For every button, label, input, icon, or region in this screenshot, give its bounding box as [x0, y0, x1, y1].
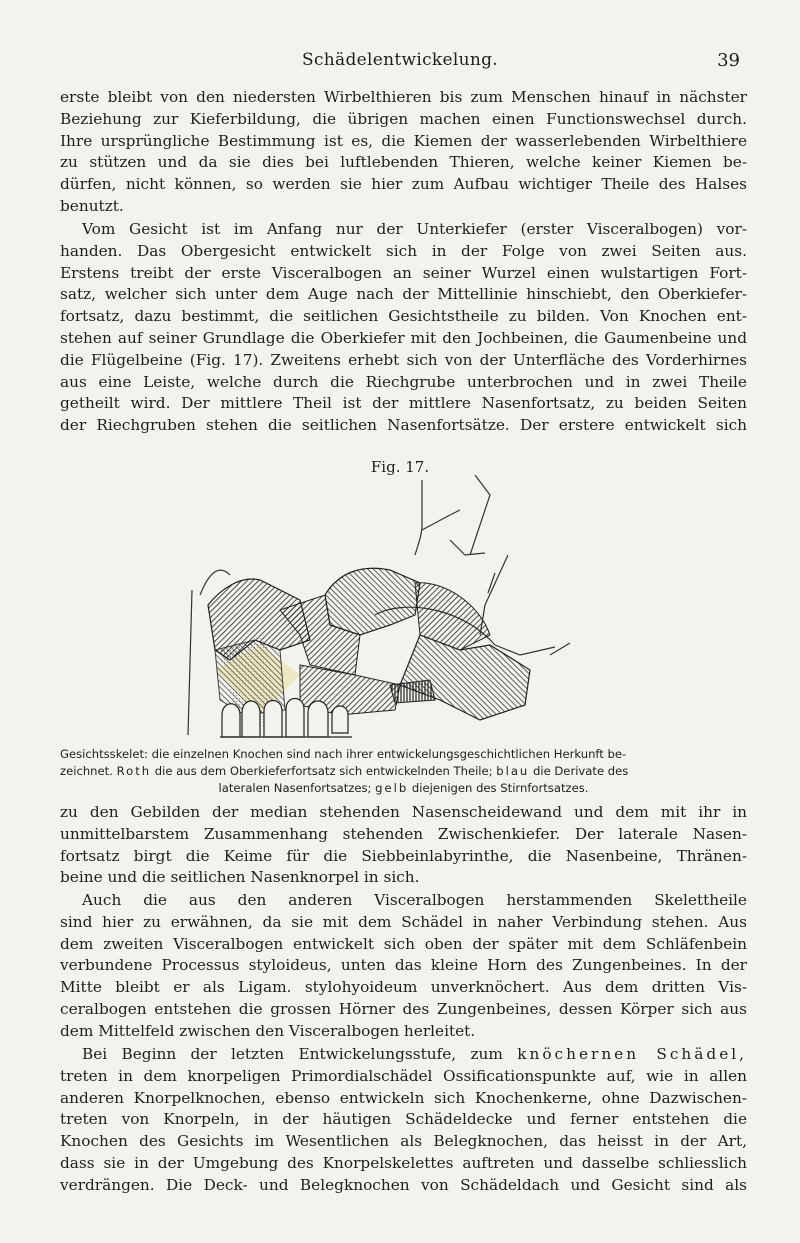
- text-line: dem zweiten Visceralbogen entwickelt sich oben der später mit dem Schläfenbein: [60, 934, 747, 953]
- tooth: [308, 701, 328, 737]
- text-line: Mitte bleibt er als Ligam. stylohyoideum unverknöchert. Aus dem dritten Vis-: [60, 978, 747, 997]
- tooth: [222, 704, 240, 737]
- text-line: [60, 1044, 747, 1066]
- caption-text: lateralen Nasenfortsatzes;: [218, 781, 376, 795]
- text-line: zu den Gebilden der median stehenden Nasenscheidewand und dem mit ihr in: [60, 803, 747, 821]
- text-line: zu stützen und da sie dies bei luftlebenden Thieren, welche keiner Kiemen be-: [60, 153, 747, 172]
- text-line: dass sie in der Umgebung des Knorpelskelettes auftreten und dasselbe schliesslich: [60, 1153, 747, 1172]
- text-line: Ihre ursprüngliche Bestimmung ist es, die Kiemen der wasserlebenden Wirbelthiere: [60, 131, 747, 150]
- text-line: benutzt.: [60, 196, 124, 215]
- figure-label: Fig. 17.: [370, 458, 430, 476]
- caption-color-red: Roth: [116, 764, 152, 778]
- text-line: Knochen des Gesichts im Wesentlichen als Belegknochen, das heisst in der Art,: [60, 1132, 747, 1151]
- text-line: beine und die seitlichen Nasenknorpel in sich.: [60, 868, 420, 887]
- text-line: anderen Knorpelknochen, ebenso entwickeln sich Knochenkerne, ohne Dazwischen-: [60, 1088, 747, 1107]
- tooth: [286, 699, 304, 738]
- text-line: treten in dem knorpeligen Primordialschädel Ossificationspunkte auf, wie in allen: [60, 1066, 747, 1085]
- tooth: [264, 701, 282, 738]
- text-line: satz, welcher sich unter dem Auge nach der Mittellinie hinschiebt, den Oberkiefer-: [60, 285, 747, 304]
- text-line: verdrängen. Die Deck- und Belegknochen von Schädeldach und Gesicht sind als: [60, 1175, 747, 1194]
- paragraph-3: [60, 802, 747, 889]
- text-line: verbundene Processus styloideus, unten das kleine Horn des Zungenbeines. In der: [60, 956, 747, 975]
- text-line: Beziehung zur Kieferbildung, die übrigen machen einen Functionswechsel durch.: [60, 109, 747, 128]
- text-line: handen. Das Obergesicht entwickelt sich in der Folge von zwei Seiten aus.: [60, 241, 747, 260]
- running-title: Schädelentwickelung.: [302, 50, 498, 70]
- nasal-region: [325, 568, 420, 635]
- caption-color-yellow: gelb: [375, 781, 409, 795]
- text-line: aus eine Leiste, welche durch die Riechgrube unterbrochen und in zwei Theile: [60, 372, 747, 391]
- text-line: dem Mittelfeld zwischen den Visceralbogen herleitet.: [60, 1021, 476, 1040]
- text-line: Auch die aus den anderen Visceralbogen herstammenden Skelettheile: [82, 891, 747, 909]
- text-line: unmittelbarstem Zusammenhang stehenden Zwischenkiefer. Der laterale Nasen-: [60, 824, 747, 843]
- text-run: Bei Beginn der letzten Entwickelungsstufe, zum: [82, 1045, 518, 1063]
- caption-text: die Derivate des: [529, 764, 629, 778]
- caption-line: [60, 780, 747, 797]
- skull-figure-illustration: [160, 475, 620, 745]
- text-line: ceralbogen entstehen die grossen Hörner des Zungenbeines, dessen Körper sich aus: [60, 999, 747, 1018]
- text-line: erste bleibt von den niedersten Wirbelthieren bis zum Menschen hinauf in nächster: [60, 88, 747, 106]
- text-line: getheilt wird. Der mittlere Theil ist der mittlere Nasenfortsatz, zu beiden Seiten: [60, 394, 747, 413]
- page-number: 39: [717, 50, 740, 71]
- text-line: die Flügelbeine (Fig. 17). Zweitens erhebt sich von der Unterfläche des Vorderhirnes: [60, 350, 747, 369]
- text-line: Vom Gesicht ist im Anfang nur der Unterkiefer (erster Visceralbogen) vor-: [82, 220, 747, 238]
- text-line: treten von Knorpeln, in der häutigen Schädeldecke und ferner entstehen die: [60, 1110, 747, 1129]
- tooth: [332, 706, 348, 733]
- figure-caption: [60, 746, 747, 797]
- paragraph-4: [60, 890, 747, 1043]
- paragraph-5: [60, 1044, 747, 1197]
- text-line: fortsatz, dazu bestimmt, die seitlichen Gesichtstheile zu bilden. Von Knochen ent-: [60, 307, 747, 326]
- text-line: sind hier zu erwähnen, da sie mit dem Schädel in naher Verbindung stehen. Aus: [60, 912, 747, 931]
- caption-text: zeichnet.: [60, 764, 117, 778]
- text-line: fortsatz birgt die Keime für die Siebbeinlabyrinthe, die Nasenbeine, Thränen-: [60, 846, 747, 865]
- text-line: der Riechgruben stehen die seitlichen Nasenfortsätze. Der erstere entwickelt sich: [60, 416, 747, 435]
- running-header: [60, 50, 740, 76]
- text-line: stehen auf seiner Grundlage die Oberkiefer mit den Jochbeinen, die Gaumenbeine und: [60, 328, 747, 347]
- caption-text: diejenigen des Stirnfortsatzes.: [408, 781, 589, 795]
- text-run-spaced: knöchernen Schädel,: [517, 1045, 747, 1063]
- tooth: [242, 701, 260, 737]
- caption-line: [60, 763, 747, 780]
- paragraph-1: [60, 87, 747, 218]
- text-line: Erstens treibt der erste Visceralbogen an seiner Wurzel einen wulstartigen Fort-: [60, 263, 747, 282]
- caption-text: die aus dem Oberkieferfortsatz sich entwickelnden Theile;: [151, 764, 497, 778]
- caption-color-blue: blau: [496, 764, 530, 778]
- caption-line: Gesichtsskelet: die einzelnen Knochen sind nach ihrer entwickelungsgeschichtlichen Herkunft be-: [60, 747, 627, 761]
- text-line: dürfen, nicht können, so werden sie hier zum Aufbau wichtiger Theile des Halses: [60, 175, 747, 194]
- paragraph-2: [60, 219, 747, 437]
